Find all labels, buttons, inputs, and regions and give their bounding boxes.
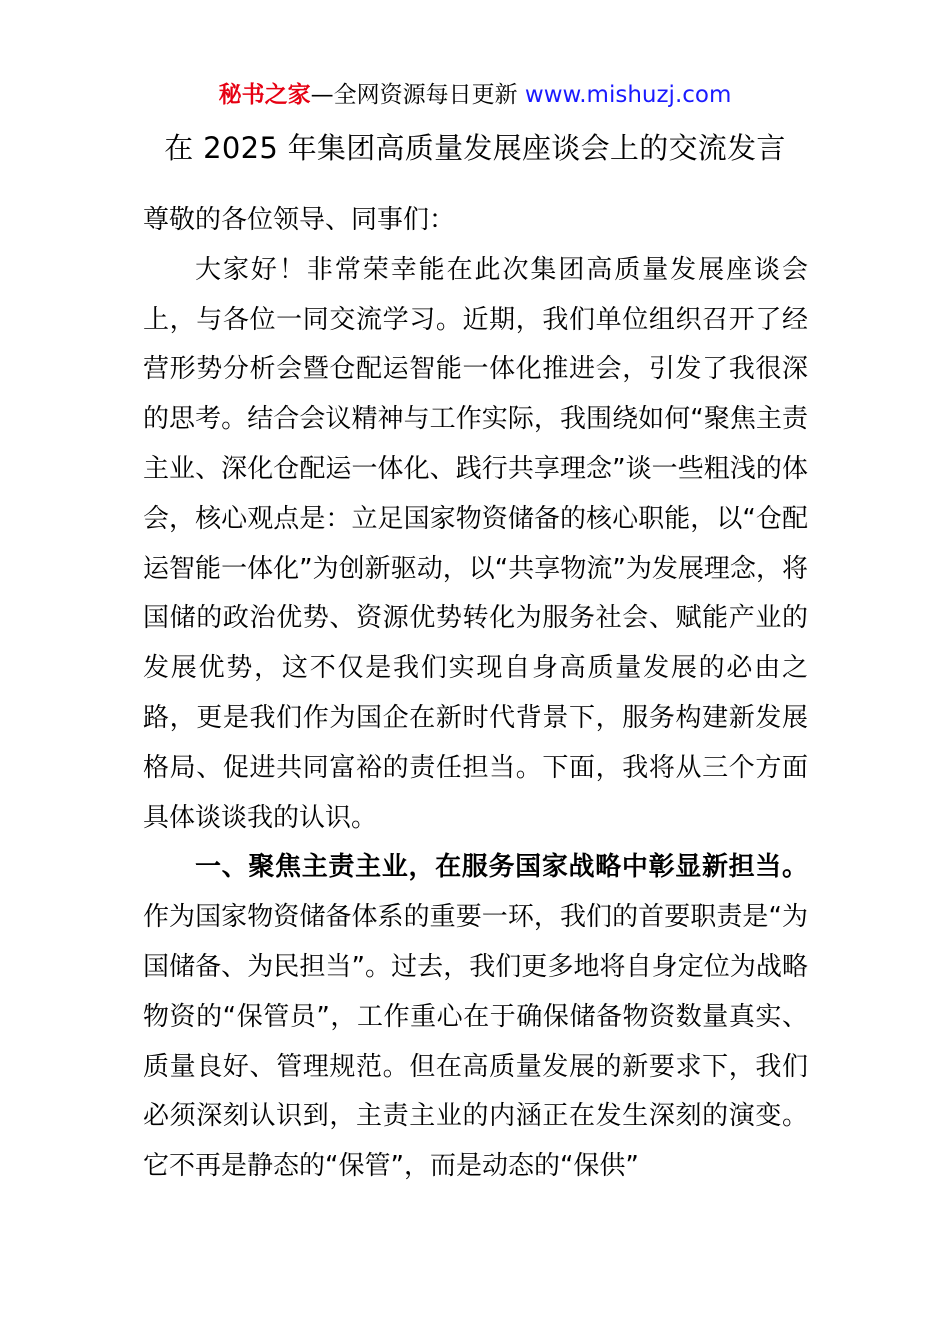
paragraph: 大家好！非常荣幸能在此次集团高质量发展座谈会上，与各位一同交流学习。近期，我们单位组织召开了经营形势分析会暨仓配运智能一体化推进会，引发了我很深的思考。结合会议精神与工作实际，我围绕如何“聚焦主责主业、深化仓配运一体化、践行共享理念”谈一些粗浅的体会，核心观点是：立足国家物资储备的核心职能，以“仓配运智能一体化”为创新驱动，以“共享物流”为发展理念，将国储的政治优势、资源优势转化为服务社会、赋能产业的发展优势，这不仅是我们实现自身高质量发展的必由之路，更是我们作为国企在新时代背景下，服务构建新发展格局、促进共同富裕的责任担当。下面，我将从三个方面具体谈谈我的认识。: [143, 254, 808, 833]
site-header: [0, 78, 950, 112]
salutation: 尊敬的各位领导、同事们：: [143, 205, 456, 235]
site-url-link[interactable]: www.mishuzj.com: [524, 82, 732, 108]
brand-name: 秘书之家: [218, 82, 311, 108]
header-tagline: —全网资源每日更新: [310, 82, 525, 108]
section-heading: 一、聚焦主责主业，在服务国家战略中彰显新担当。: [195, 852, 808, 883]
section-text: 作为国家物资储备体系的重要一环，我们的首要职责是“为国储备、为民担当”。过去，我们更多地将自身定位为战略物资的“保管员”，工作重心在于确保储备物资数量真实、质量良好、管理规范。但在高质量发展的新要求下，我们必须深刻认识到，主责主业的内涵正在发生深刻的演变。它不再是静态的“保管”，而是动态的“保供”: [143, 902, 808, 1182]
document-title: 在 2025 年集团高质量发展座谈会上的交流发言: [164, 131, 786, 165]
section-paragraph: [143, 843, 808, 1192]
document-body: [143, 196, 808, 1192]
